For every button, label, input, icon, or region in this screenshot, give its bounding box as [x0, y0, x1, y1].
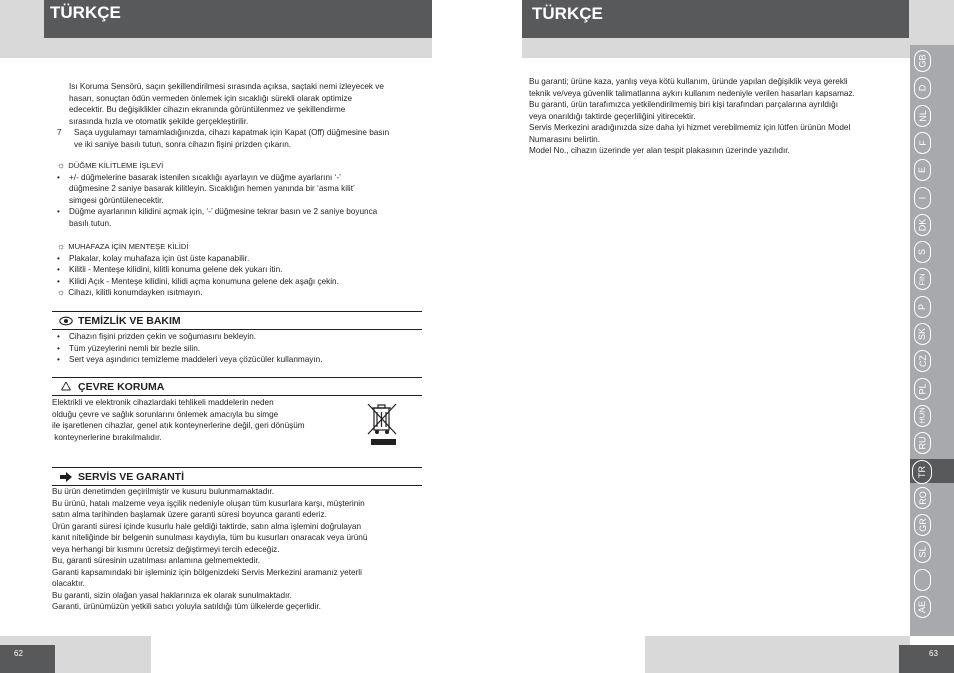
language-tab-label: CZ [917, 355, 928, 368]
language-tab-label: F [917, 140, 928, 146]
service-line: Garanti, ürünümüzün yetkili satıcı yoluyla satıldığı tüm ülkelerde geçerlidir. [52, 602, 321, 611]
bullet: • [57, 332, 60, 341]
list-line: Kilidi Açık - Menteşe kilidini, kilidi açma konumuna gelene dek aşağı çekin. [69, 276, 339, 286]
list-item [52, 253, 432, 265]
list-line: düğmesine 2 saniye basarak kilitleyin. Sıcaklığın hemen yanında bir ‘asma kilit’ [69, 184, 355, 193]
language-tab-label: GR [917, 518, 928, 532]
list-item [52, 354, 422, 366]
service-line: satın alma tarihinden başlamak üzere garanti süresi boyunca garanti ederiz. [52, 510, 327, 519]
list-line: Sert veya aşındırıcı temizleme maddeleri veya çözücüler kullanmayın. [69, 355, 323, 364]
env-line: ile işaretlenen cihazlar, genel atık konteynerlerine değil, geri dönüşüm [52, 421, 305, 430]
list-line: Cihazın fişini prizden çekin ve soğumasını bekleyin. [69, 332, 257, 341]
list-line: basılı tutun. [69, 218, 112, 228]
right-line: Bu garanti; ürüne kaza, yanlış veya kötü kullanım, üründe yapılan değişiklik veya gerekli [529, 77, 848, 86]
list-line: simgesi görüntülenecektir. [69, 195, 164, 205]
language-tab-sl[interactable] [914, 541, 931, 563]
sun-icon: ☼ [57, 160, 66, 171]
hinge-heading [52, 241, 432, 253]
right-page-number: 63 [899, 645, 954, 673]
language-tab-label: D [917, 85, 928, 92]
bullet: • [57, 265, 60, 274]
list-item [52, 264, 432, 276]
sun-icon: ☼ [57, 287, 66, 298]
language-tab-tr[interactable] [912, 460, 932, 484]
eye-icon [54, 316, 78, 326]
language-tab-multi[interactable] [914, 569, 931, 591]
bullet: • [57, 207, 60, 216]
bullet: • [57, 343, 60, 353]
bullet: • [57, 172, 60, 182]
service-line: Bu garanti, sizin olağan yasal haklarınıza ek olarak sunulmaktadır. [52, 590, 292, 600]
language-tab-hun[interactable] [914, 405, 931, 427]
step-line: Saça uygulamayı tamamladığınızda, cihazı kapatmak için Kapat (Off) düğmesine basın [74, 128, 390, 137]
recycle-icon [54, 381, 78, 393]
language-tab-d[interactable] [914, 77, 931, 99]
step-line: ve iki saniye basılı tutun, sonra cihazın fişini prizden çıkarın. [74, 139, 292, 149]
right-page-text [529, 76, 904, 157]
language-tab-f[interactable] [914, 132, 931, 154]
right-page-title: TÜRKÇE [522, 0, 909, 38]
language-tab-label: SK [917, 327, 928, 341]
language-tab-label: E [917, 167, 928, 174]
right-footer-band [645, 636, 910, 673]
language-tab-s[interactable] [914, 241, 931, 263]
language-tab-pl[interactable] [914, 378, 931, 400]
right-line: veya onarıldığı taktirde geçerliliğini yitirecektir. [529, 111, 696, 121]
environment-text [52, 397, 352, 443]
language-tab-label: RO [917, 491, 928, 505]
list-line: Tüm yüzeylerini nemli bir bezle silin. [69, 343, 201, 353]
service-heading [52, 467, 422, 486]
language-tab-ru[interactable] [914, 432, 931, 454]
left-page-number: 62 [0, 645, 55, 673]
service-line: Garanti kapsamındaki bir işleminiz için bölgenizdeki Servis Merkezini aramanız yeterli [52, 567, 362, 577]
language-tab-cz[interactable] [914, 350, 931, 372]
language-tab-dk[interactable] [914, 214, 931, 236]
right-line: Model No., cihazın üzerinde yer alan tespit plakasının üzerinde yazılıdır. [529, 146, 790, 155]
hinge-note [52, 287, 432, 299]
language-tab-e[interactable] [914, 159, 931, 181]
list-line: Kilitli - Menteşe kilidini, kilitli konuma gelene dek yukarı itin. [69, 265, 283, 274]
arrow-right-icon [54, 472, 78, 482]
language-tab-i[interactable] [914, 187, 931, 209]
language-tab-sk[interactable] [914, 323, 931, 345]
lock-heading-label: DÜĞME KİLİTLEME İŞLEVİ [68, 161, 164, 170]
bullet: • [57, 253, 60, 263]
language-tab-label: HUN [918, 407, 927, 425]
language-tab-fin[interactable] [914, 268, 931, 290]
service-line: olacaktır. [52, 579, 85, 588]
crossed-bin-icon [362, 400, 402, 448]
right-line: Servis Merkezini aradığınızda size daha iyi hizmet verebilmemiz için lütfen ürünün Model [529, 123, 851, 132]
list-item [52, 172, 432, 207]
lock-heading [52, 160, 432, 172]
service-line: Bu ürünü, hatalı malzeme veya işçilik nedeniyle oluşan tüm kusurlara karşı, müşterinin [52, 498, 365, 508]
service-line: Ürün garanti süresi içinde kusurlu hale geldiği taktirde, satın alma işlemini doğrulayan [52, 521, 362, 531]
env-line: Elektrikli ve elektronik cihazlardaki tehlikeli maddelerin neden [52, 398, 274, 407]
service-line: Bu, garanti süresinin uzatılması anlamına gelmemektedir. [52, 556, 260, 565]
cleaning-heading [52, 311, 422, 330]
list-item [52, 331, 422, 343]
language-tab-label: FIN [918, 273, 927, 286]
step-7 [52, 127, 432, 150]
language-tab-ro[interactable] [914, 487, 931, 509]
language-tab-label: P [917, 303, 928, 310]
language-tab-label: AE [917, 600, 928, 614]
left-footer-band [0, 636, 151, 673]
intro-line: hasarı, sonuçtan ödün vermeden önlemek için sıcaklığı sürekli olarak optimize [69, 93, 353, 103]
language-tab-gb[interactable] [914, 50, 931, 72]
service-line: veya herhangi bir kısmını ücretsiz değiştirmeyi tercih edeceğiz. [52, 544, 280, 554]
service-line: kanıt niteliğinde bir belgenin sunulması kaydıyla, tüm bu kusurları onaracak veya ürünü [52, 533, 368, 542]
intro-line: edecektir. Bu değişiklikler cihazın ekranında görüntülenmez ve şekillendirme [69, 105, 346, 114]
intro-line: Isı Koruma Sensörü, saçın şekillendirilmesi sırasında açıksa, saçtaki nemi izleyecek ve [69, 82, 384, 91]
language-tab-label: PL [917, 383, 928, 395]
right-line: teknik ve/veya güvenlik talimatlarına aykırı kullanım nedeniyle verilen hasarları kapsamaz. [529, 88, 855, 98]
environment-heading-label: ÇEVRE KORUMA [78, 380, 165, 393]
language-tab-label: I [917, 196, 928, 199]
service-heading-label: SERVİS VE GARANTİ [78, 470, 184, 483]
list-line: Düğme ayarlarının kilidini açmak için, ‘-’ düğmesine tekrar basın ve 2 saniye boyunca [69, 207, 378, 216]
language-tab-label: GB [917, 54, 928, 68]
language-tab-gr[interactable] [914, 514, 931, 536]
list-item [52, 276, 432, 288]
list-item [52, 206, 432, 229]
list-line: +/- düğmelerine basarak istenilen sıcaklığı ayarlayın ve düğme ayarlarını ‘-’ [69, 172, 341, 182]
right-line: Bu garanti, ürün tarafımızca yetkilendirilmemiş biri kişi tarafından parçalarına ayrıldığı [529, 100, 838, 109]
language-tab-label: RU [917, 436, 928, 450]
language-tab-label: S [917, 249, 928, 256]
list-line: Plakalar, kolay muhafaza için üst üste kapanabilir. [69, 253, 250, 263]
language-tab-p[interactable] [914, 296, 931, 318]
language-tab-nl[interactable] [914, 105, 931, 127]
step-number: 7 [57, 128, 62, 137]
cleaning-heading-label: TEMİZLİK VE BAKIM [78, 314, 181, 327]
env-line: konteynerlerine bırakılmalıdır. [52, 432, 162, 442]
bullet: • [57, 355, 60, 364]
sun-icon: ☼ [57, 241, 66, 252]
service-text [52, 486, 422, 613]
environment-heading [52, 377, 422, 396]
cleaning-list [52, 331, 422, 366]
intro-line: sırasında hızla ve otomatik şekilde gerçekleştirilir. [69, 116, 249, 126]
service-line: Bu ürün denetimden geçirilmiştir ve kusuru bulunmamaktadır. [52, 487, 275, 496]
hinge-note-text: Cihazı, kilitli konumdayken ısıtmayın. [68, 288, 203, 297]
language-tab-ae[interactable] [914, 596, 931, 618]
intro-text [52, 81, 432, 299]
env-line: olduğu çevre ve sağlık sorunlarını önlemek amacıyla bu simge [52, 409, 279, 419]
list-item [52, 343, 422, 355]
hinge-heading-label: MUHAFAZA İÇİN MENTEŞE KİLİDİ [68, 242, 189, 251]
language-tab-label: DK [917, 218, 928, 232]
left-page-title: TÜRKÇE [44, 0, 432, 38]
bullet: • [57, 276, 60, 286]
right-line: Numarasını belirtin. [529, 134, 600, 144]
language-tab-label: SL [917, 546, 928, 558]
language-tab-label: NL [917, 109, 928, 122]
language-tab-label: TR [917, 465, 927, 478]
